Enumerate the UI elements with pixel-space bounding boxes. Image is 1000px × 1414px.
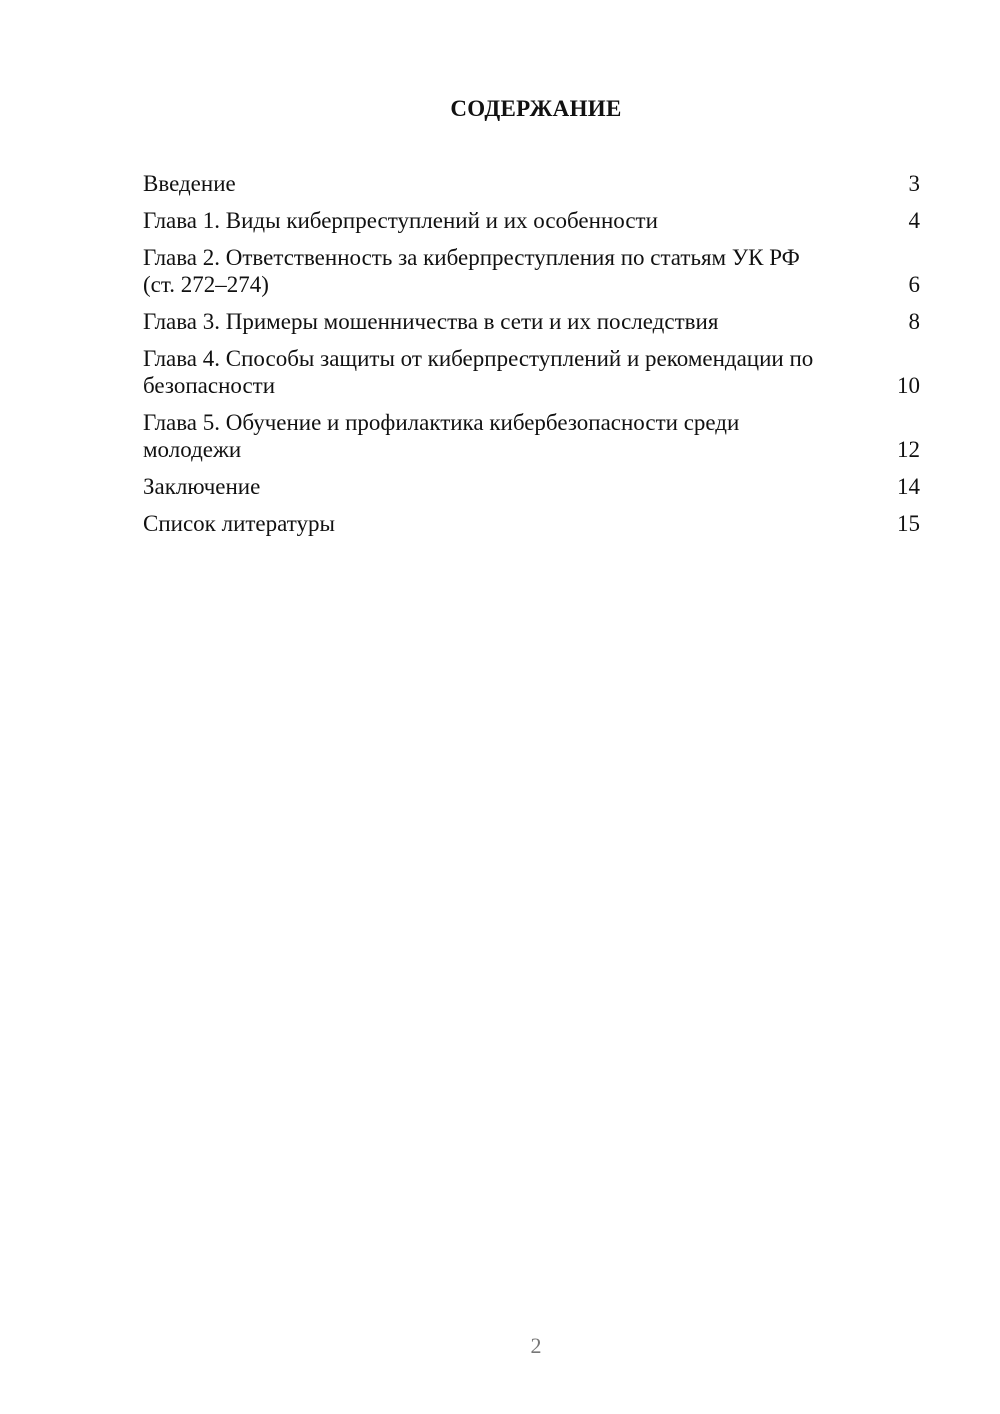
toc-entry-chapter-2[interactable] [143, 244, 918, 298]
toc-entry-page: 8 [908, 309, 920, 334]
toc-entry-title: Глава 2. Ответственность за киберпреступления по статьям УК РФ (ст. 272–274) [143, 245, 800, 297]
toc-entry-page: 10 [897, 373, 920, 398]
toc-entry-chapter-5[interactable] [143, 409, 918, 463]
toc-entry-title: Глава 4. Способы защиты от киберпреступлений и рекомендации по безопасности [143, 346, 814, 398]
page-title: СОДЕРЖАНИЕ [450, 96, 622, 121]
toc-entry-introduction[interactable] [143, 170, 918, 197]
table-of-contents [143, 170, 918, 547]
toc-entry-title: Заключение [143, 474, 261, 499]
toc-entry-conclusion[interactable] [143, 473, 918, 500]
toc-entry-title: Введение [143, 171, 236, 196]
toc-entry-references[interactable] [143, 510, 918, 537]
toc-entry-title: Глава 1. Виды киберпреступлений и их особенности [143, 208, 658, 233]
toc-entry-chapter-1[interactable] [143, 207, 918, 234]
toc-entry-page: 12 [897, 437, 920, 462]
page-number: 2 [530, 1333, 542, 1358]
toc-entry-chapter-4[interactable] [143, 345, 918, 399]
toc-entry-title: Глава 5. Обучение и профилактика кибербезопасности среди молодежи [143, 410, 740, 462]
toc-entry-page: 4 [908, 208, 920, 233]
toc-entry-page: 6 [908, 272, 920, 297]
toc-entry-page: 14 [897, 474, 920, 499]
toc-entry-page: 3 [908, 171, 920, 196]
toc-entry-page: 15 [897, 511, 920, 536]
toc-entry-title: Список литературы [143, 511, 335, 536]
toc-entry-chapter-3[interactable] [143, 308, 918, 335]
toc-entry-title: Глава 3. Примеры мошенничества в сети и их последствия [143, 309, 719, 334]
